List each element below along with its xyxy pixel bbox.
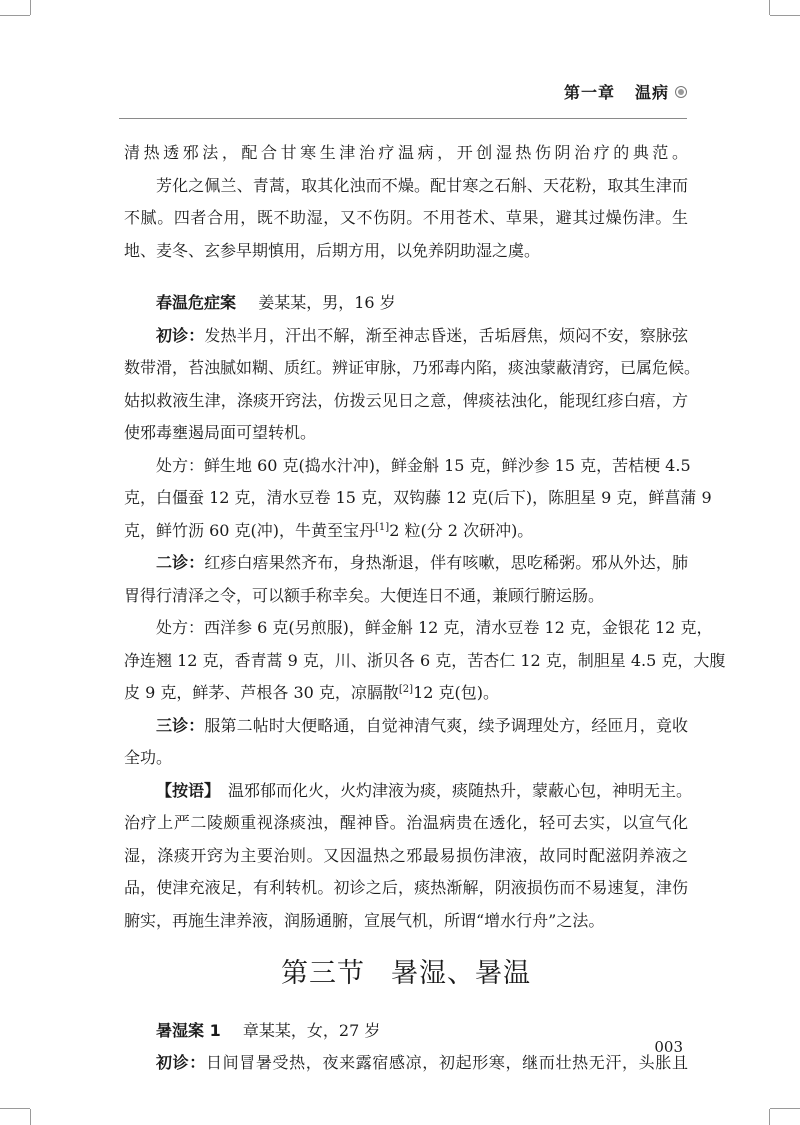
body-line: 治疗上严二陵颇重视涤痰浊，醒神昏。治温病贵在透化，轻可去实，以宣气化	[124, 813, 688, 832]
crop-mark	[769, 0, 770, 15]
body-line: 湿，涤痰开窍为主要治则。又因温热之邪最易损伤津液，故同时配滋阴养液之	[124, 845, 688, 865]
crop-mark	[30, 1109, 31, 1125]
section-number: 第三节	[281, 957, 365, 989]
body-line: 皮 9 克，鲜茅、芦根各 30 克，凉膈散[2]12 克(包)。	[124, 683, 499, 702]
crop-mark	[770, 1108, 800, 1109]
visit-label: 三诊：	[156, 715, 205, 735]
chapter-label: 第一章	[563, 83, 615, 102]
prescription-line: 处方：西洋参 6 克(另煎服)，鲜金斛 12 克，清水豆卷 12 克，金银花 12 克，	[156, 618, 713, 637]
body-line: 克，鲜竹沥 60 克(冲)，牛黄至宝丹[1]2 粒(分 2 次研冲)。	[124, 520, 534, 540]
rx-label: 处方：	[156, 618, 205, 637]
body-line: 地、麦冬、玄参早期慎用，后期方用，以免养阴助湿之虞。	[124, 240, 541, 260]
chapter-title: 温病	[634, 83, 669, 102]
visit-label: 二诊：	[156, 553, 205, 572]
body-line: 不腻。四者合用，既不助湿，又不伤阴。不用苍术、草果，避其过燥伤津。生	[124, 208, 688, 227]
page-body	[124, 143, 726, 1086]
body-line: 胃得行清泽之令，可以额手称幸矣。大便连日不通，兼顾行腑运肠。	[124, 585, 605, 605]
body-line: 腑实，再施生津养液，润肠通腑，宣展气机，所谓“增水行舟”之法。	[124, 910, 605, 930]
first-visit-line: 初诊：发热半月，汗出不解，渐至神志昏迷，舌垢唇焦，烦闷不安，察脉弦	[156, 325, 688, 345]
running-head	[564, 80, 687, 103]
body-line: 克，白僵蚕 12 克，清水豆卷 15 克，双钩藤 12 克(后下)，陈胆星 9 克，鲜菖蒲 9	[124, 488, 712, 507]
case-title: 春温危症案	[156, 293, 237, 312]
second-visit-line: 二诊：红疹白痦果然齐布，身热渐退，伴有咳嗽，思吃稀粥。邪从外达，肺	[156, 553, 688, 572]
body-line: 使邪毒壅遏局面可望转机。	[124, 423, 317, 442]
case-heading	[124, 293, 688, 313]
commentary-label: 【按语】	[156, 780, 221, 800]
body-line: 全功。	[124, 748, 173, 767]
body-line: 姑拟救液生津，涤痰开窍法，仿拨云见日之意，俾痰祛浊化，能现红疹白痦，方	[124, 390, 688, 410]
footnote-ref[interactable]: [1]	[375, 521, 390, 533]
crop-mark	[0, 15, 30, 16]
visit-label: 初诊：	[156, 325, 205, 345]
crop-mark	[770, 15, 800, 16]
case-heading	[124, 1021, 688, 1041]
third-visit-line: 三诊：服第二帖时大便略通，自觉神清气爽，续予调理处方，经匝月，竟收	[156, 715, 688, 735]
rx-label: 处方：	[156, 455, 205, 475]
case-patient: 姜某某，男，16 岁	[258, 293, 396, 312]
prescription-line: 处方：鲜生地 60 克(捣水汁冲)，鲜金斛 15 克，鲜沙参 15 克，苦桔梗 4.5	[156, 455, 691, 475]
first-visit-line: 初诊：日间冒暑受热，夜来露宿感凉，初起形寒，继而壮热无汗，头胀且	[156, 1053, 688, 1072]
page-number: 003	[654, 1038, 683, 1056]
crop-mark	[769, 1109, 770, 1125]
body-line: 品，使津充液足，有利转机。初诊之后，痰热渐解，阴液损伤而不易速复，津伤	[124, 878, 688, 897]
section-title	[124, 957, 688, 991]
body-line: 芳化之佩兰、青蒿，取其化浊而不燥。配甘寒之石斛、天花粉，取其生津而	[156, 175, 688, 195]
crop-mark	[0, 1108, 30, 1109]
section-name: 暑湿、暑温	[391, 957, 531, 989]
circle-bullet-icon	[675, 86, 687, 98]
header-rule	[119, 118, 687, 119]
body-line: 清热透邪法，配合甘寒生津治疗温病，开创湿热伤阴治疗的典范。	[124, 143, 688, 162]
crop-mark	[30, 0, 31, 15]
case-title: 暑湿案 1	[156, 1020, 221, 1040]
body-line: 净连翘 12 克，香青蒿 9 克，川、浙贝各 6 克，苦杏仁 12 克，制胆星 4.5 克，大腹	[124, 650, 726, 670]
footnote-ref[interactable]: [2]	[398, 684, 414, 695]
case-patient: 章某某，女，27 岁	[242, 1020, 381, 1040]
visit-label: 初诊：	[156, 1053, 206, 1072]
commentary-line: 【按语】 温邪郁而化火，火灼津液为痰，痰随热升，蒙蔽心包，神明无主。	[156, 780, 693, 800]
body-line: 数带滑，苔浊腻如糊、质红。辨证审脉，乃邪毒内陷，痰浊蒙蔽清窍，已属危候。	[124, 358, 701, 377]
